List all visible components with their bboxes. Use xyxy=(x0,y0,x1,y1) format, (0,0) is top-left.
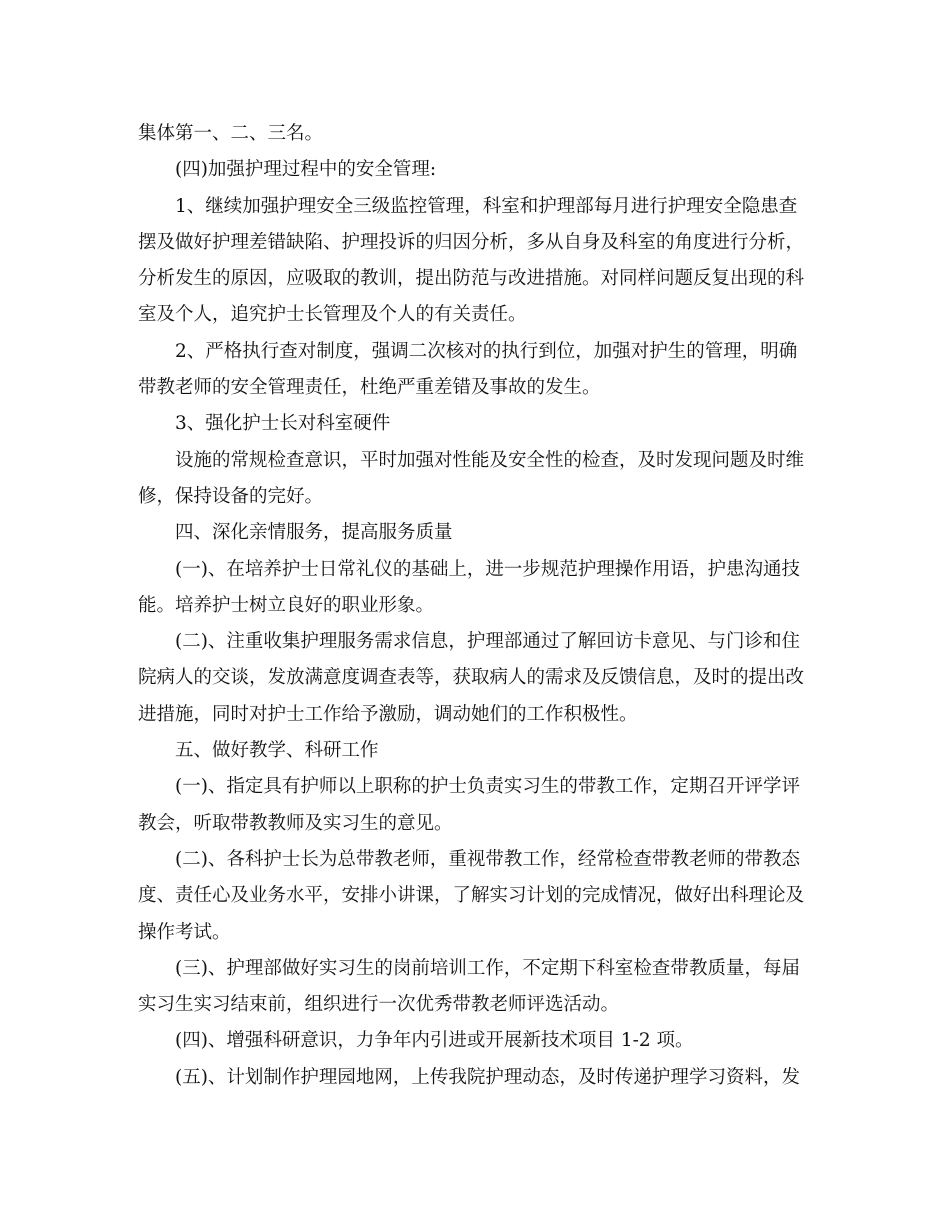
text-line: 1、继续加强护理安全三级监控管理，科室和护理部每月进行护理安全隐患查 xyxy=(175,195,798,217)
text-line: 室及个人，追究护士长管理及个人的有关责任。 xyxy=(138,304,527,326)
text-line: (二)、注重收集护理服务需求信息，护理部通过了解回访卡意见、与门诊和住 xyxy=(175,631,800,653)
text-line: 教会，听取带教教师及实习生的意见。 xyxy=(138,812,453,834)
text-line: 能。培养护士树立良好的职业形象。 xyxy=(138,594,435,616)
text-line: 分析发生的原因，应吸取的教训，提出防范与改进措施。对同样问题反复出现的科 xyxy=(138,268,805,290)
section-heading: 五、做好教学、科研工作 xyxy=(175,740,379,762)
text-line: 度、责任心及业务水平，安排小讲课，了解实习计划的完成情况，做好出科理论及 xyxy=(138,885,805,907)
text-line: 带教老师的安全管理责任，杜绝严重差错及事故的发生。 xyxy=(138,377,601,399)
text-line: 实习生实习结束前，组织进行一次优秀带教老师评选活动。 xyxy=(138,994,620,1016)
text-line: 进措施，同时对护士工作给予激励，调动她们的工作积极性。 xyxy=(138,703,638,725)
text-line: 院病人的交谈，发放满意度调查表等，获取病人的需求及反馈信息，及时的提出改 xyxy=(138,667,805,689)
text-line: (五)、计划制作护理园地网，上传我院护理动态，及时传递护理学习资料，发 xyxy=(175,1066,800,1088)
text-line: (三)、护理部做好实习生的岗前培训工作，不定期下科室检查带教质量，每届 xyxy=(175,957,800,979)
document-body xyxy=(138,116,814,1096)
text-line: 操作考试。 xyxy=(138,921,231,943)
text-line: (一)、在培养护士日常礼仪的基础上，进一步规范护理操作用语，护患沟通技 xyxy=(175,558,800,580)
text-line: 摆及做好护理差错缺陷、护理投诉的归因分析，多从自身及科室的角度进行分析， xyxy=(138,231,805,253)
text-line: 设施的常规检查意识，平时加强对性能及安全性的检查，及时发现问题及时维 xyxy=(175,449,805,471)
text-line: 3、强化护士长对科室硬件 xyxy=(175,413,391,435)
text-line: (四)、增强科研意识，力争年内引进或开展新技术项目 1-2 项。 xyxy=(175,1030,694,1052)
text-line: 2、严格执行查对制度，强调二次核对的执行到位，加强对护生的管理，明确 xyxy=(175,340,798,362)
text-line: 修，保持设备的完好。 xyxy=(138,485,324,507)
text-line: 集体第一、二、三名。 xyxy=(138,123,324,144)
text-line: (一)、指定具有护师以上职称的护士负责实习生的带教工作，定期召开评学评 xyxy=(175,776,800,798)
text-line: (二)、各科护士长为总带教老师，重视带教工作，经常检查带教老师的带教态 xyxy=(175,848,800,870)
section-heading: 四、深化亲情服务，提高服务质量 xyxy=(175,522,453,544)
section-heading: (四)加强护理过程中的安全管理: xyxy=(175,159,437,181)
